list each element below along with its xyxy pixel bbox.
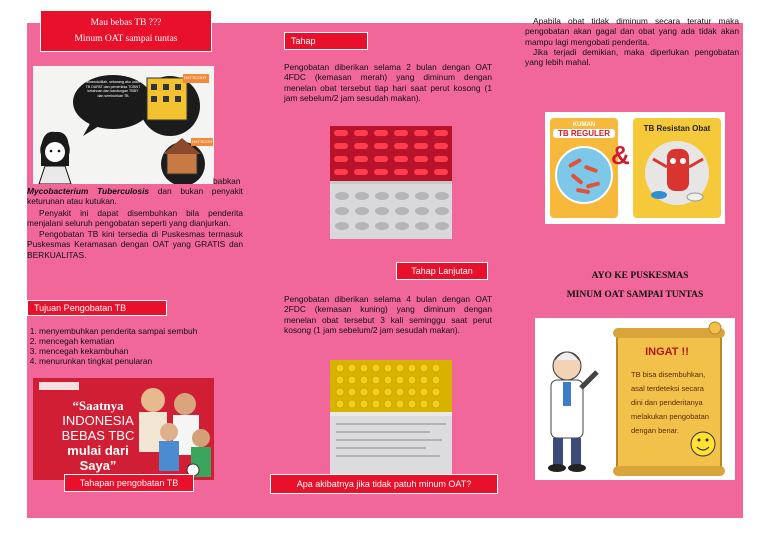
intro-para2: Penyakit ini dapat disembuhkan bila penderita menjalani seluruh pengobatan seperti yang dianjurkan. [27,207,243,228]
tb-comparison-image [545,112,725,224]
campaign-line2: INDONESIA [62,413,134,428]
reminder-card [535,318,735,480]
cta-line1: AYO KE PUSKESMAS [591,271,689,281]
stage1-text: Pengobatan diberikan selama 2 bulan dengan OAT 4FDC (kemasan merah) yang diminum dengan menelan obat tersebut tiap hari saat perut kosong (1 jam sebelum/2 jam sesudah makan). [284,62,492,103]
campaign-text [43,398,153,473]
goals-heading: Tujuan Pengobatan TB [27,300,167,316]
red-pill-pack-photo [330,126,452,239]
intro-para3: Pengobatan TB kini tersedia di Puskesmas termasuk Puskesmas Keramasan dengan OAT yang GRATIS dan BERKUALITAS. [27,229,243,260]
resistant-tb-panel [633,118,721,218]
consequence-text [525,16,739,67]
red-blister-drawing [330,126,452,239]
campaign-line5: Saya” [79,458,117,473]
regular-tb-label-top: KUMAN [572,122,596,128]
cta-line2: MINUM OAT SAMPAI TUNTAS [566,290,704,300]
resistant-tb-label: TB Resistan Obat [643,124,711,133]
consequence-button[interactable]: Apa akibatnya jika tidak patuh minum OAT? [270,474,498,494]
stage2-text: Pengobatan diberikan selama 4 bulan dengan OAT 2FDC (kemasan kuning) yang diminum dengan menelan obat tersebut 3 kali seminggu saat perut kosong (1 jam sebelum/2 jam sesudah makan). [284,294,492,335]
reminder-title: INGAT !! [645,346,689,358]
consequence-para2: Jika terjadi demikian, maka diperlukan pengobatan yang lebih mahal. [525,46,739,68]
stage2-heading: Tahap Lanjutan [396,262,488,280]
tb-patient-illustration [33,66,214,184]
goal-item: 4. menurunkan tingkat penularan [39,356,246,366]
stages-button[interactable]: Tahapan pengobatan TB [64,474,194,492]
header-line1: Mau bebas TB ??? [90,18,162,28]
stage1-heading: Tahap [284,32,368,50]
patient-speech: alhamdulillah, sekarang aku udah TB DAPAT dan pemeriksa TOBNT ketahuan dan kandungan TBBY dan sembuhkan TB [85,80,141,98]
intro-line1-rest: dan bukan penyakit keturunan atau kutukan. [27,186,244,207]
campaign-banner [33,378,214,480]
intro-text [27,186,243,260]
regular-tb-label-bottom: TB REGULER [553,129,615,138]
building-tag-1: HAT'SCONT [184,75,207,80]
reminder-body: TB bisa disembuhkan, asal terdeteksi secara dini dan penderitanya melakukan pengobatan dengan benar. [631,370,709,435]
building-tag-2: HAT'SCONT [192,139,214,144]
consequence-para1: Apabila obat tidak diminum secara teratur maka pengobatan akan gagal dan obat yang ada tidak akan mampu lagi mengobati penderita. [525,16,739,47]
campaign-line1: “Saatnya [72,398,124,413]
goals-list-container [24,326,246,366]
bacteria-name: Mycobacterium Tuberculosis [27,186,150,196]
goal-item: 3. mencegah kekambuhan [39,346,246,356]
intro-fragment: babkan [213,176,241,186]
regular-tb-panel [550,118,618,218]
goal-item: 1. menyembuhkan penderita sampai sembuh [39,326,246,336]
header-line2: Minum OAT sampai tuntas [74,34,178,44]
campaign-line3: BEBAS TBC [61,428,135,443]
bacteria-dish-drawing [550,139,618,209]
goal-item: 2. mencegah kematian [39,336,246,346]
header-label [40,10,212,52]
resistant-bacteria-drawing [633,133,721,213]
campaign-line4: mulai dari [67,443,129,458]
ampersand: & [611,140,630,170]
yellow-pill-pack-photo [330,360,452,480]
goals-list [24,326,246,366]
yellow-blister-drawing [330,360,452,480]
